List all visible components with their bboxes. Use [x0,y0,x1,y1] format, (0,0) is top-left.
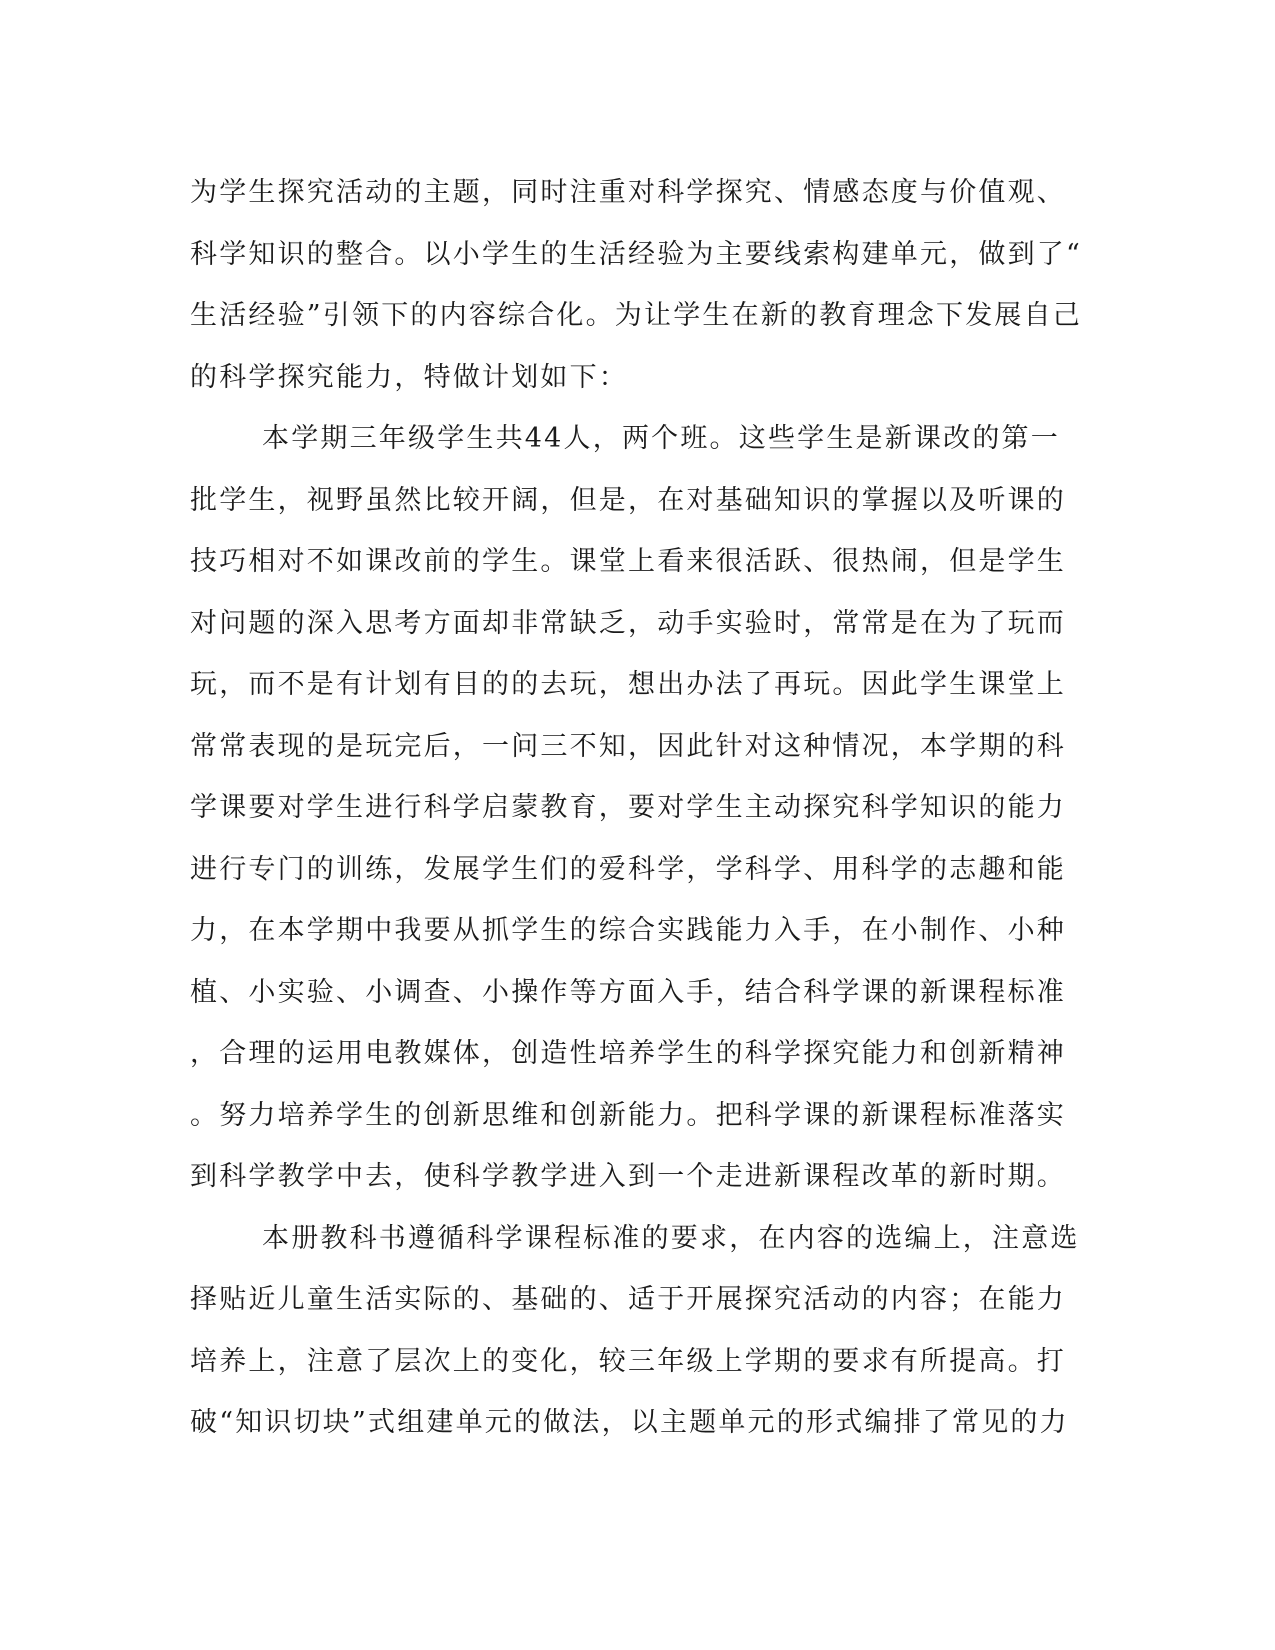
text-line: 生活经验”引领下的内容综合化。为让学生在新的教育理念下发展自己 [190,300,1083,331]
text-line: 的科学探究能力，特做计划如下： [190,361,628,393]
paragraph-3 [190,1208,1090,1454]
text-line: ，合理的运用电教媒体，创造性培养学生的科学探究能力和创新精神 [190,1038,1066,1069]
text-line: 择贴近儿童生活实际的、基础的、适于开展探究活动的内容；在能力 [190,1284,1066,1315]
text-line: 到科学教学中去，使科学教学进入到一个走进新课程改革的新时期。 [190,1161,1066,1192]
text-line: 力，在本学期中我要从抓学生的综合实践能力入手，在小制作、小种 [190,915,1066,946]
text-line: 本册教科书遵循科学课程标准的要求，在内容的选编上，注意选 [262,1222,1080,1254]
text-line: 植、小实验、小调查、小操作等方面入手，结合科学课的新课程标准 [190,976,1066,1008]
text-line: 技巧相对不如课改前的学生。课堂上看来很活跃、很热闹，但是学生 [190,546,1066,577]
text-line: 学课要对学生进行科学启蒙教育，要对学生主动探究科学知识的能力 [190,792,1066,823]
text-line: 破“知识切块”式组建单元的做法，以主题单元的形式编排了常见的力 [190,1407,1069,1438]
text-line: 。努力培养学生的创新思维和创新能力。把科学课的新课程标准落实 [190,1099,1066,1131]
document-body [190,162,1090,1454]
text-line: 玩，而不是有计划有目的的去玩，想出办法了再玩。因此学生课堂上 [190,669,1066,700]
text-line: 对问题的深入思考方面却非常缺乏，动手实验时，常常是在为了玩而 [190,607,1066,639]
paragraph-2 [190,408,1090,1208]
text-line: 为学生探究活动的主题，同时注重对科学探究、情感态度与价值观、 [190,177,1066,208]
text-line: 进行专门的训练，发展学生们的爱科学，学科学、用科学的志趣和能 [190,853,1066,885]
text-line: 常常表现的是玩完后，一问三不知，因此针对这种情况，本学期的科 [190,730,1066,762]
text-line: 本学期三年级学生共44人，两个班。这些学生是新课改的第一 [262,423,1060,454]
text-line: 批学生，视野虽然比较开阔，但是，在对基础知识的掌握以及听课的 [190,484,1066,516]
text-line: 科学知识的整合。以小学生的生活经验为主要线索构建单元，做到了“ [190,238,1083,270]
text-line: 培养上，注意了层次上的变化，较三年级上学期的要求有所提高。打 [190,1345,1066,1377]
paragraph-1 [190,162,1090,408]
